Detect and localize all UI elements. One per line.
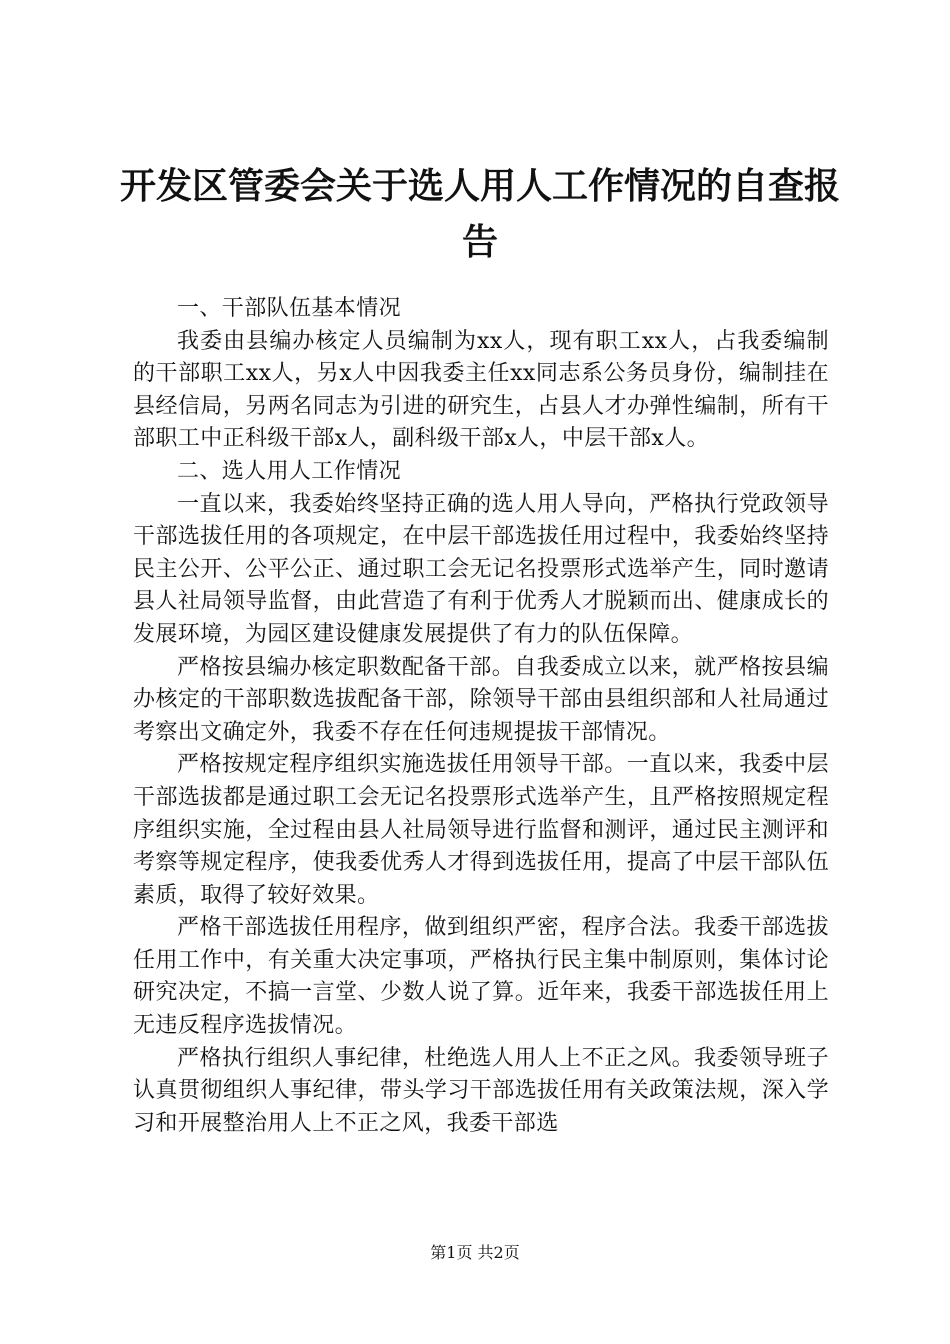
title-line-2: 告 [461, 221, 498, 263]
paragraph-staff-overview: 我委由县编办核定人员编制为xx人，现有职工xx人，占我委编制的干部职工xx人，另x人中因我委主任xx同志系公务员身份，编制挂在县经信局，另两名同志为引进的研究生，占县人才办弹性编制，所有干部职工中正科级干部x人，副科级干部x人，中层干部x人。 [133, 328, 829, 452]
title-line-1: 开发区管委会关于选人用人工作情况的自查报 [120, 165, 841, 207]
paragraph-personnel-discipline: 严格执行组织人事纪律，杜绝选人用人上不正之风。我委领导班子认真贯彻组织人事纪律，带头学习干部选拔任用有关政策法规，深入学习和开展整治用人上不正之风，我委干部选 [133, 1045, 829, 1136]
paragraph-selection-procedure: 严格按规定程序组织实施选拔任用领导干部。一直以来，我委中层干部选拔都是通过职工会无记名投票形式选举产生，且严格按照规定程序组织实施，全过程由县人社局领导进行监督和测评，通过民主测评和考察等规定程序，使我委优秀人才得到选拔任用，提高了中层干部队伍素质，取得了较好效果。 [133, 752, 829, 908]
document-title [120, 158, 840, 270]
paragraph-procedure-compliance: 严格干部选拔任用程序，做到组织严密，程序合法。我委干部选拔任用工作中，有关重大决定事项，严格执行民主集中制原则，集体讨论研究决定，不搞一言堂、少数人说了算。近年来，我委干部选拔任用上无违反程序选拔情况。 [133, 915, 829, 1039]
paragraph-selection-orientation: 一直以来，我委始终坚持正确的选人用人导向，严格执行党政领导干部选拔任用的各项规定，在中层干部选拔任用过程中，我委始终坚持民主公开、公平公正、通过职工会无记名投票形式选举产生，同时邀请县人社局领导监督，由此营造了有利于优秀人才脱颖而出、健康成长的发展环境，为园区建设健康发展提供了有力的队伍保障。 [133, 491, 829, 647]
section-heading-2: 二、选人用人工作情况 [177, 458, 402, 484]
page-number-footer: 第1页 共2页 [430, 1243, 520, 1262]
paragraph-staffing-quota: 严格按县编办核定职数配备干部。自我委成立以来，就严格按县编办核定的干部职数选拔配备干部，除领导干部由县组织部和人社局通过考察出文确定外，我委不存在任何违规提拔干部情况。 [133, 654, 829, 745]
document-body [133, 293, 829, 1140]
section-heading-1: 一、干部队伍基本情况 [177, 296, 402, 321]
